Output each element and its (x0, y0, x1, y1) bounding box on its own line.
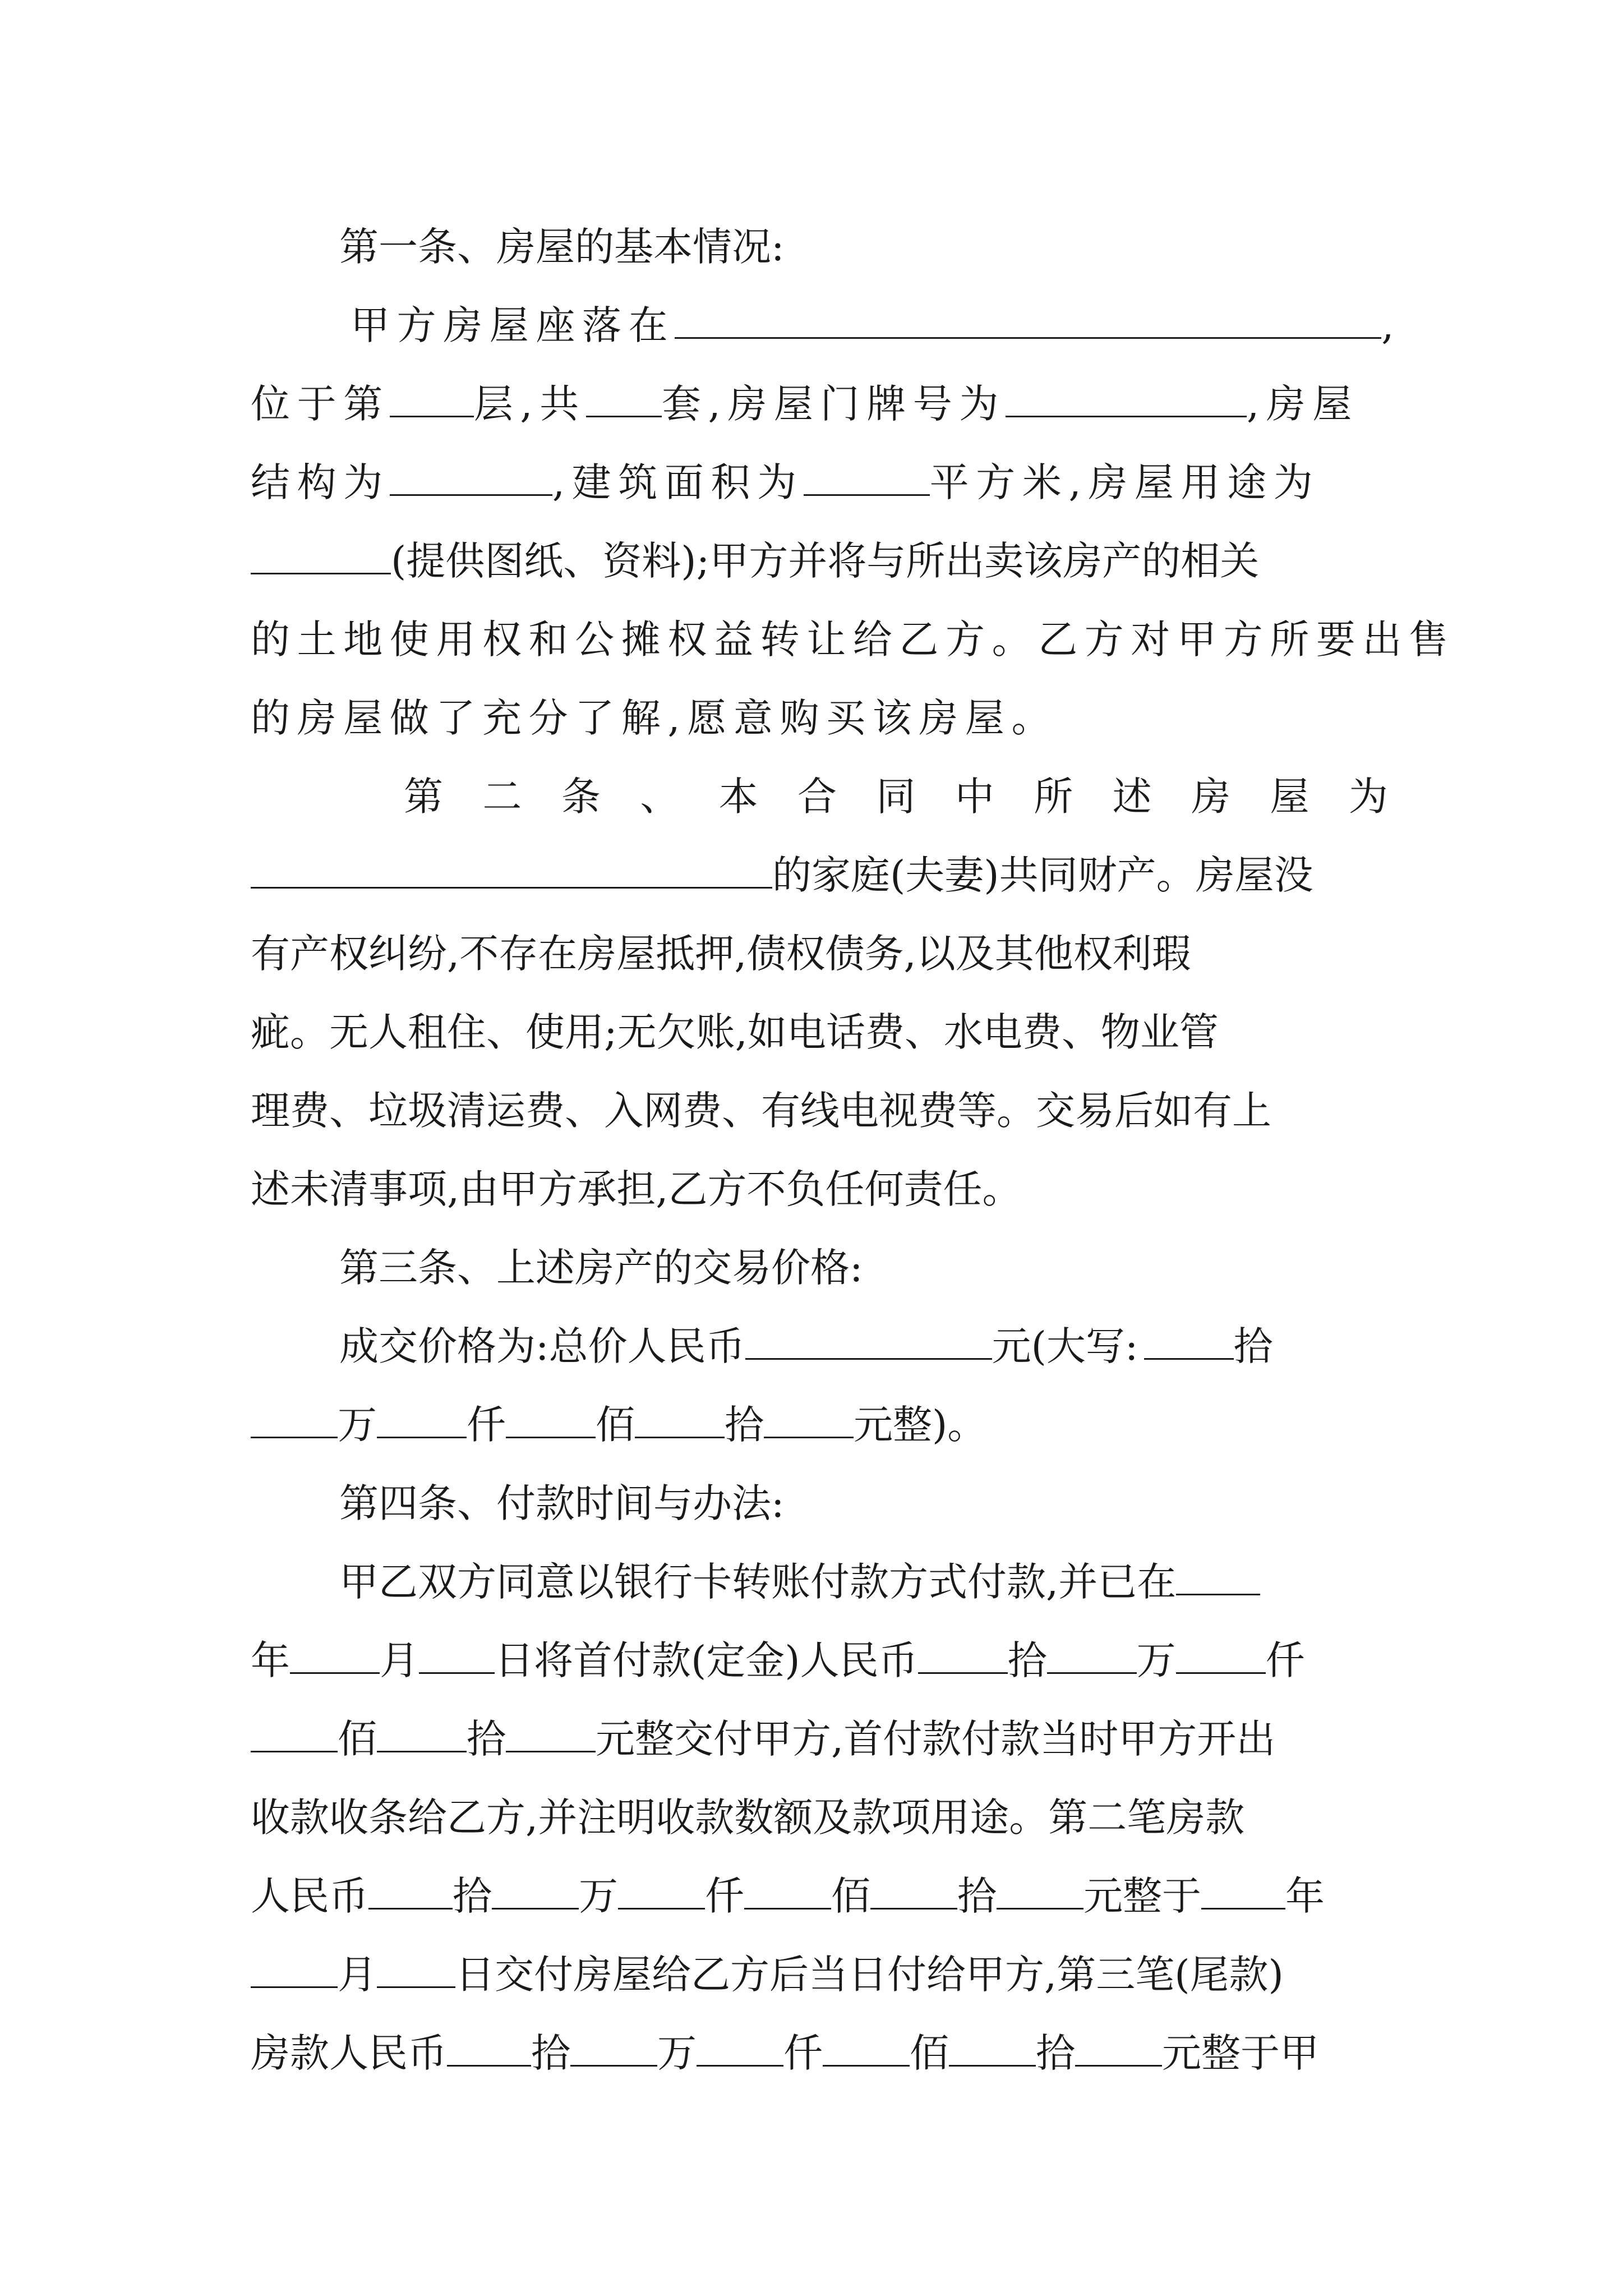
article3-line2: 万 仟 佰 拾 元整)。 (251, 1394, 986, 1456)
blank-second-yuan (997, 1871, 1083, 1910)
blank-down-qian (1176, 1635, 1266, 1674)
article4-heading: 第四条、付款时间与办法: (339, 1480, 785, 1526)
blank-down-year (290, 1635, 380, 1674)
blank-units (586, 379, 662, 418)
article1-line4: (提供图纸、资料);甲方并将与所出卖该房产的相关 (251, 530, 1259, 592)
article2-line5: 理费、垃圾清运费、入网费、有线电视费等。交易后如有上 (251, 1088, 1271, 1134)
blank-location (675, 300, 1381, 339)
article1-line3: 结构为 ,建筑面积为 平方米,房屋用途为 (251, 452, 1320, 513)
article4-line7: 房款人民币 拾 万 仟 佰 拾 元整于甲 (251, 2022, 1319, 2084)
blank-final-shi-wan (447, 2028, 531, 2067)
blank-down-month (419, 1635, 495, 1674)
blank-down-wan (1047, 1635, 1137, 1674)
article1-line6: 的房屋做了充分了解,愿意购买该房屋。 (251, 695, 1058, 741)
article2-line6: 述未清事项,由甲方承担,乙方不负任何责任。 (251, 1166, 1022, 1212)
blank-area (804, 457, 930, 496)
blank-final-wan (570, 2028, 657, 2067)
blank-price-wan (251, 1400, 338, 1439)
blank-final-shi (949, 2028, 1036, 2067)
article1-heading: 第一条、房屋的基本情况: (339, 224, 785, 270)
article2-line4: 疵。无人租住、使用;无欠账,如电话费、水电费、物业管 (251, 1009, 1219, 1055)
blank-second-shi (870, 1871, 957, 1910)
blank-down-shi (377, 1714, 467, 1753)
blank-usage (251, 536, 391, 575)
blank-second-month (251, 1949, 338, 1989)
blank-price-shi (635, 1400, 725, 1439)
article1-line5: 的土地使用权和公摊权益转让给乙方。乙方对甲方所要出售 (251, 616, 1455, 662)
blank-floor (390, 379, 474, 418)
blank-down-bai (251, 1714, 338, 1753)
article4-line4: 收款收条给乙方,并注明收款数额及款项用途。第二笔房款 (251, 1795, 1245, 1841)
blank-pay-year (1176, 1557, 1260, 1596)
blank-second-qian (618, 1871, 705, 1910)
blank-second-bai (744, 1871, 831, 1910)
article1-line2: 位于第 层,共 套,房屋门牌号为 ,房屋 (251, 373, 1359, 435)
blank-final-yuan (1075, 2028, 1162, 2067)
article3-heading: 第三条、上述房产的交易价格: (339, 1245, 863, 1291)
article3-line1: 成交价格为:总价人民币 元(大写: 拾 (339, 1315, 1273, 1377)
blank-second-shi-wan (368, 1871, 453, 1910)
article1-line1: 甲方房屋座落在 , (351, 295, 1401, 356)
blank-structure (390, 457, 552, 496)
blank-second-day (377, 1949, 455, 1989)
blank-price-bai (506, 1400, 596, 1439)
blank-second-wan (492, 1871, 579, 1910)
blank-price-shi-wan (1144, 1321, 1234, 1360)
blank-price-yuan (764, 1400, 854, 1439)
blank-second-year (1201, 1871, 1285, 1910)
blank-total-price (745, 1321, 992, 1360)
article4-line5: 人民币 拾 万 仟 佰 拾 元整于 年 (251, 1865, 1325, 1927)
blank-price-qian (377, 1400, 467, 1439)
article4-line3: 佰 拾 元整交付甲方,首付款付款当时甲方开出 (251, 1708, 1275, 1770)
blank-final-bai (823, 2028, 910, 2067)
blank-door-number (1006, 379, 1247, 418)
blank-down-shi-wan (918, 1635, 1008, 1674)
blank-down-yuan (506, 1714, 596, 1753)
article4-line1: 甲乙双方同意以银行卡转账付款方式付款,并已在 (339, 1551, 1260, 1613)
article2-heading: 第 二 条 、 本 合 同 中 所 述 房 屋 为 (404, 774, 1388, 820)
article4-line6: 月 日交付房屋给乙方后当日付给甲方,第三笔(尾款) (251, 1944, 1284, 2005)
blank-final-qian (697, 2028, 783, 2067)
article2-line3: 有产权纠纷,不存在房屋抵押,债权债务,以及其他权利瑕 (251, 931, 1191, 977)
article2-line2: 的家庭(夫妻)共同财产。房屋没 (251, 844, 1313, 906)
article4-line2: 年 月 日将首付款(定金)人民币 拾 万 仟 (251, 1630, 1305, 1691)
blank-owner (251, 850, 772, 889)
